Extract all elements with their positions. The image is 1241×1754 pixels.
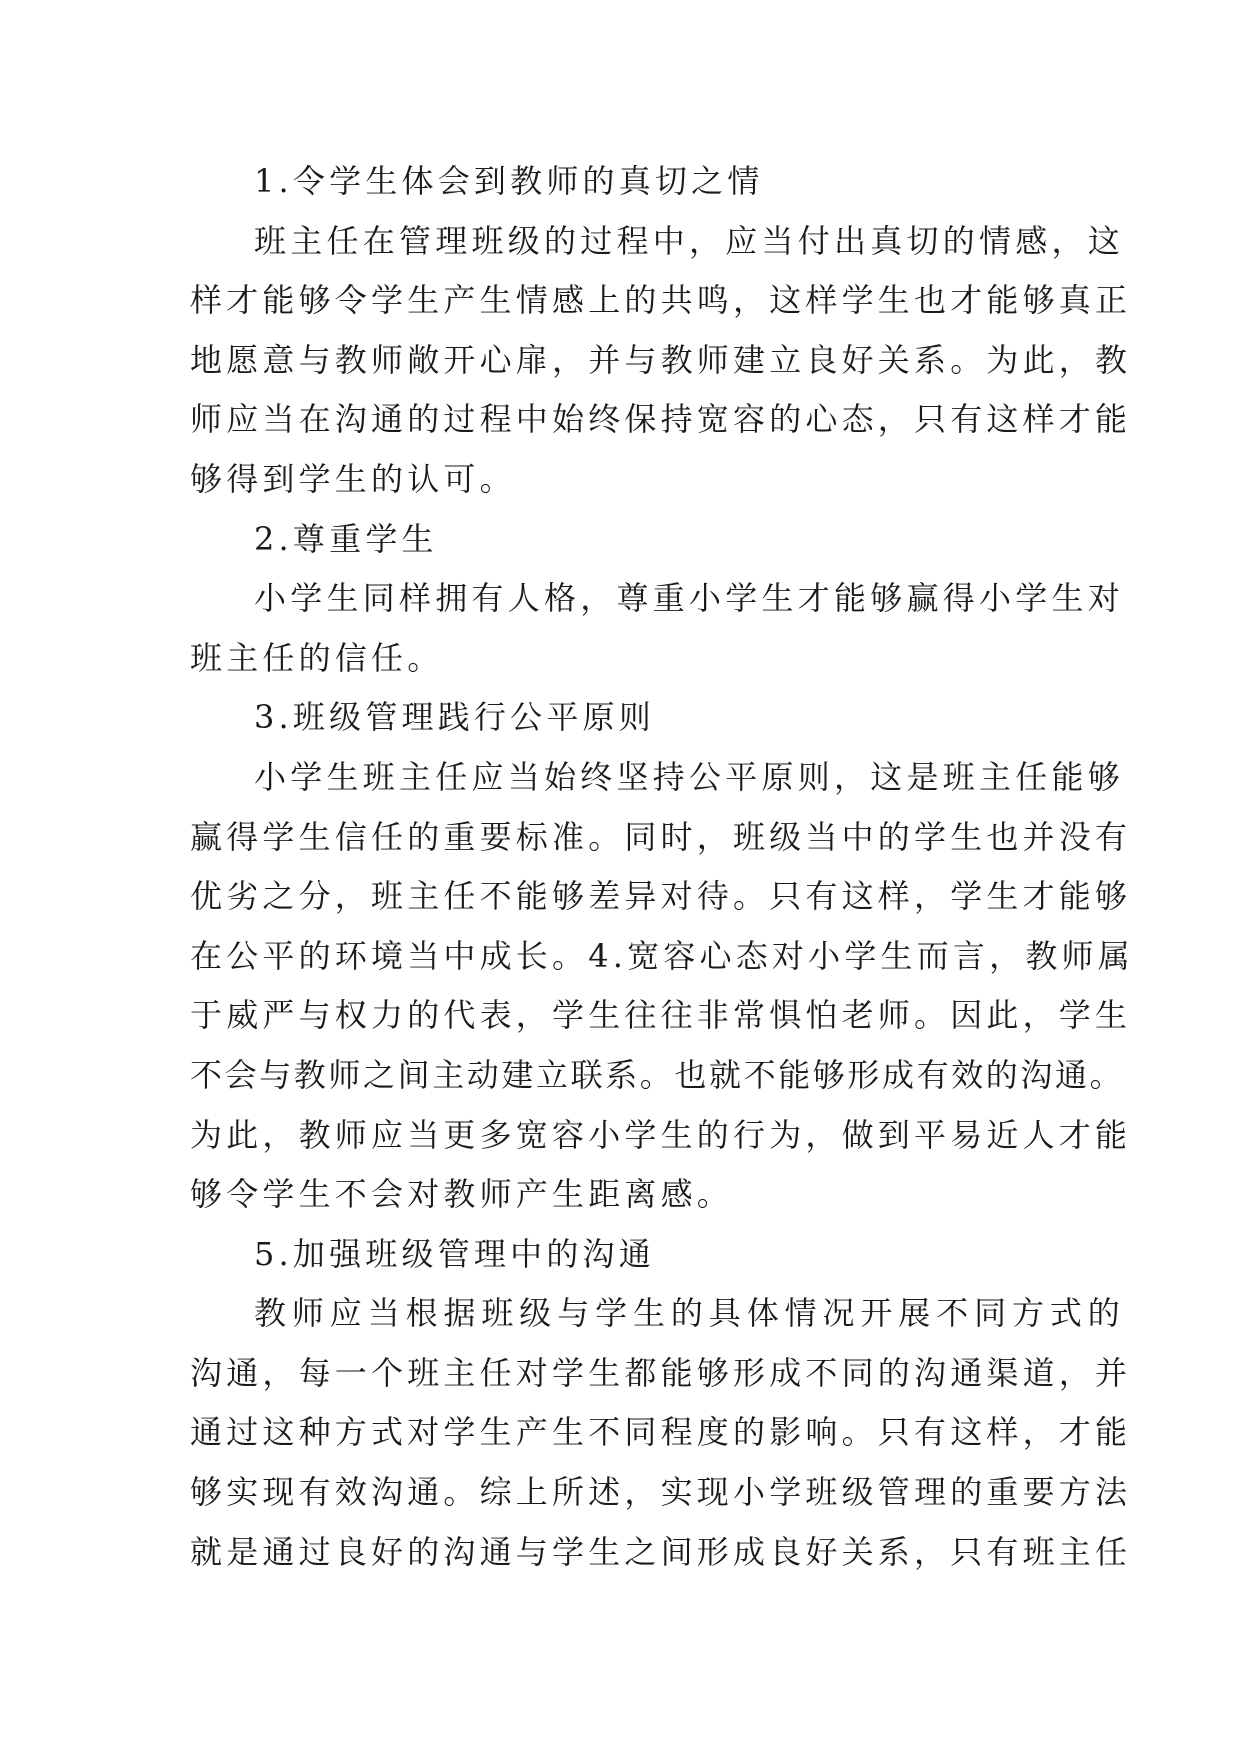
- paragraph-line: 就是通过良好的沟通与学生之间形成良好关系，只有班主任: [190, 1532, 1132, 1571]
- paragraph-line: 师应当在沟通的过程中始终保持宽容的心态，只有这样才能: [190, 400, 1132, 439]
- paragraph-line: 地愿意与教师敞开心扉，并与教师建立良好关系。为此，教: [190, 340, 1132, 379]
- section-heading-3: 3.班级管理践行公平原则: [254, 698, 655, 737]
- paragraph-line: 够得到学生的认可。: [190, 459, 516, 498]
- paragraph-line: 在公平的环境当中成长。4.宽容心态对小学生而言，教师属: [190, 936, 1134, 975]
- paragraph-line: 通过这种方式对学生产生不同程度的影响。只有这样，才能: [190, 1413, 1132, 1452]
- paragraph-line: 班主任在管理班级的过程中，应当付出真切的情感，这: [254, 221, 1124, 260]
- document-page: [190, 152, 1134, 1582]
- paragraph-line: 够令学生不会对教师产生距离感。: [190, 1175, 734, 1214]
- section-heading-5: 5.加强班级管理中的沟通: [254, 1234, 655, 1273]
- paragraph-line: 赢得学生信任的重要标准。同时，班级当中的学生也并没有: [190, 817, 1132, 856]
- paragraph-line: 样才能够令学生产生情感上的共鸣，这样学生也才能够真正: [190, 281, 1132, 320]
- paragraph-line: 小学生同样拥有人格，尊重小学生才能够赢得小学生对: [254, 579, 1124, 618]
- paragraph-line: 为此，教师应当更多宽容小学生的行为，做到平易近人才能: [190, 1115, 1132, 1154]
- paragraph-line: 优劣之分，班主任不能够差异对待。只有这样，学生才能够: [190, 877, 1132, 916]
- section-heading-2: 2.尊重学生: [254, 519, 438, 558]
- paragraph-line: 小学生班主任应当始终坚持公平原则，这是班主任能够: [254, 757, 1124, 796]
- paragraph-line: 沟通，每一个班主任对学生都能够形成不同的沟通渠道，并: [190, 1353, 1132, 1392]
- section-heading-1: 1.令学生体会到教师的真切之情: [254, 162, 764, 200]
- paragraph-line: 班主任的信任。: [190, 638, 444, 677]
- paragraph-line: 够实现有效沟通。综上所述，实现小学班级管理的重要方法: [190, 1473, 1132, 1512]
- paragraph-line: 不会与教师之间主动建立联系。也就不能够形成有效的沟通。: [190, 1055, 1125, 1094]
- paragraph-line: 于威严与权力的代表，学生往往非常惧怕老师。因此，学生: [190, 996, 1132, 1035]
- paragraph-line: 教师应当根据班级与学生的具体情况开展不同方式的: [254, 1294, 1124, 1333]
